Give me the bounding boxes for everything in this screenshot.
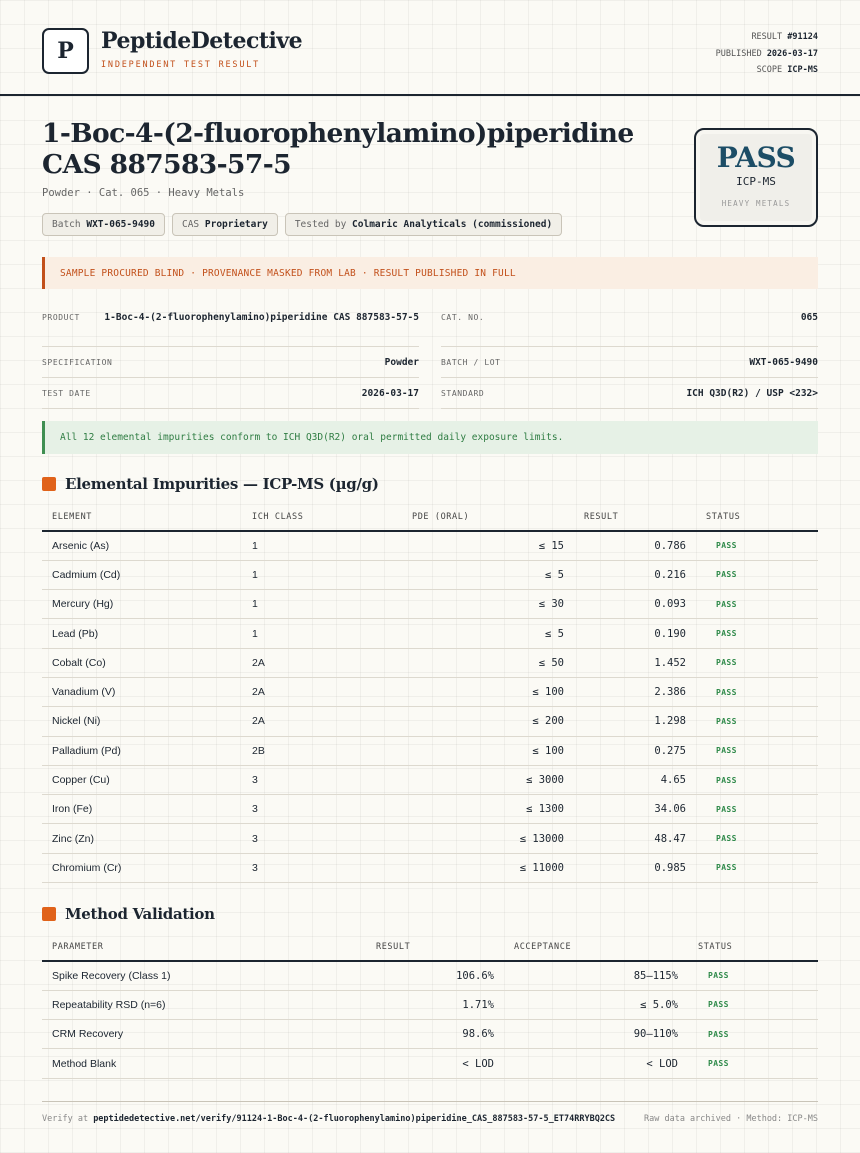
pde-cell: ≤ 11000 [402,853,574,882]
element-cell: Zinc (Zn) [42,824,242,853]
result-cell: 1.298 [574,707,696,736]
column-header: STATUS [696,503,818,531]
status-cell: PASS [696,765,818,794]
spec-standard [441,386,818,401]
table-row [42,648,818,677]
published-date: 2026-03-17 [766,48,818,59]
impurities-section-header [42,475,379,493]
validation-title: Method Validation [65,905,215,923]
scope-label: SCOPE [756,65,783,75]
ich-class-cell: 3 [242,795,402,824]
result-cell: < LOD [332,1049,504,1078]
ich-class-cell: 2A [242,707,402,736]
brand-tagline: INDEPENDENT TEST RESULT [101,60,261,70]
spec-specification [42,355,419,370]
element-cell: Copper (Cu) [42,765,242,794]
table-row [42,961,818,990]
result-cell: 1.452 [574,648,696,677]
parameter-cell: Spike Recovery (Class 1) [42,961,332,990]
result-cell: 0.786 [574,531,696,560]
divider [441,346,818,347]
status-cell: PASS [688,961,818,990]
divider [441,408,818,409]
spec-value: Powder [384,357,419,368]
spec-value: WXT-065-9490 [749,357,818,368]
status-cell: PASS [696,619,818,648]
report-meta [716,29,818,79]
result-cell: 2.386 [574,677,696,706]
info-chips [42,213,562,236]
stamp-category: HEAVY METALS [721,199,791,208]
spec-label: STANDARD [441,389,485,398]
table-row [42,990,818,1019]
table-row [42,677,818,706]
result-cell: 0.190 [574,619,696,648]
element-cell: Nickel (Ni) [42,707,242,736]
status-cell: PASS [696,795,818,824]
status-cell: PASS [696,531,818,560]
divider [441,377,818,378]
batch-chip [42,213,165,236]
impurities-title: Elemental Impurities — ICP-MS (µg/g) [65,475,379,493]
ich-class-cell: 2A [242,648,402,677]
pde-cell: ≤ 5 [402,560,574,589]
table-row [42,619,818,648]
element-cell: Iron (Fe) [42,795,242,824]
element-cell: Arsenic (As) [42,531,242,560]
ich-class-cell: 1 [242,619,402,648]
status-cell: PASS [696,736,818,765]
pde-cell: ≤ 100 [402,736,574,765]
table-row [42,765,818,794]
status-cell: PASS [696,824,818,853]
validation-body [42,961,818,1078]
pde-cell: ≤ 15 [402,531,574,560]
report-footer [42,1101,818,1124]
result-cell: 48.47 [574,824,696,853]
ich-class-cell: 3 [242,853,402,882]
pde-cell: ≤ 50 [402,648,574,677]
element-cell: Vanadium (V) [42,677,242,706]
pde-cell: ≤ 5 [402,619,574,648]
spec-label: PRODUCT [42,313,80,322]
product-title: 1-Boc-4-(2-fluorophenylamino)piperidine CAS 887583-57-5 [42,118,634,180]
ich-class-cell: 1 [242,560,402,589]
divider [42,346,419,347]
status-cell: PASS [696,648,818,677]
tested-by-chip [285,213,562,236]
ich-class-cell: 2B [242,736,402,765]
footer-note: Raw data archived · Method: ICP-MS [644,1114,818,1124]
spec-label: SPECIFICATION [42,358,113,367]
ich-class-cell: 1 [242,531,402,560]
parameter-cell: CRM Recovery [42,1020,332,1049]
spec-value: 2026-03-17 [361,388,419,399]
table-row [42,531,818,560]
product-subtitle: Powder · Cat. 065 · Heavy Metals [42,187,245,199]
ich-class-cell: 3 [242,765,402,794]
validation-table [42,933,818,1079]
chip-label: CAS [181,219,200,230]
ich-class-cell: 2A [242,677,402,706]
parameter-cell: Repeatability RSD (n=6) [42,990,332,1019]
pde-cell: ≤ 100 [402,677,574,706]
table-row [42,853,818,882]
verify-label: Verify at [42,1114,89,1124]
pass-stamp [694,128,818,227]
spec-label: TEST DATE [42,389,91,398]
pde-cell: ≤ 30 [402,590,574,619]
result-cell: 98.6% [332,1020,504,1049]
result-cell: 0.093 [574,590,696,619]
spec-value: 065 [800,312,818,323]
result-label: RESULT [751,32,783,42]
status-cell: PASS [688,1020,818,1049]
report-header [0,0,860,96]
spec-value: ICH Q3D(R2) / USP <232> [686,388,818,399]
impurities-body [42,531,818,883]
result-cell: 1.71% [332,990,504,1019]
chip-value: Proprietary [204,219,268,230]
chip-value: Colmaric Analyticals (commissioned) [352,219,553,230]
element-cell: Lead (Pb) [42,619,242,648]
acceptance-cell: < LOD [504,1049,688,1078]
status-cell: PASS [696,707,818,736]
conformity-note: All 12 elemental impurities conform to ICH Q3D(R2) oral permitted daily exposure limits. [42,421,818,454]
pde-cell: ≤ 1300 [402,795,574,824]
status-cell: PASS [696,560,818,589]
element-cell: Cadmium (Cd) [42,560,242,589]
spec-cat-no [441,310,818,325]
spec-test-date [42,386,419,401]
column-header: ICH CLASS [242,503,402,531]
verify-line [42,1114,615,1124]
status-cell: PASS [688,1049,818,1078]
scope-value: ICP-MS [787,65,818,75]
element-cell: Palladium (Pd) [42,736,242,765]
table-row [42,795,818,824]
column-header: PARAMETER [42,933,332,961]
section-marker [42,907,56,921]
pde-cell: ≤ 13000 [402,824,574,853]
status-cell: PASS [696,853,818,882]
table-row [42,707,818,736]
element-cell: Cobalt (Co) [42,648,242,677]
table-row [42,590,818,619]
spec-label: BATCH / LOT [441,358,501,367]
element-cell: Mercury (Hg) [42,590,242,619]
result-cell: 34.06 [574,795,696,824]
status-cell: PASS [688,990,818,1019]
column-header: ACCEPTANCE [504,933,688,961]
spec-product [42,310,419,325]
column-header: ELEMENT [42,503,242,531]
section-marker [42,477,56,491]
spec-batch-lot [441,355,818,370]
table-row [42,1020,818,1049]
acceptance-cell: ≤ 5.0% [504,990,688,1019]
cas-chip [172,213,278,236]
column-header: STATUS [688,933,818,961]
spec-label: CAT. NO. [441,313,485,322]
column-header: PDE (ORAL) [402,503,574,531]
ich-class-cell: 1 [242,590,402,619]
result-id: #91124 [787,32,818,42]
brand-logo: P [42,28,89,74]
table-header-row [42,503,818,531]
element-cell: Chromium (Cr) [42,853,242,882]
ich-class-cell: 3 [242,824,402,853]
table-row [42,1049,818,1078]
impurities-table [42,503,818,883]
procurement-alert: SAMPLE PROCURED BLIND · PROVENANCE MASKED FROM LAB · RESULT PUBLISHED IN FULL [42,257,818,289]
result-cell: 106.6% [332,961,504,990]
table-row [42,824,818,853]
status-cell: PASS [696,590,818,619]
table-row [42,736,818,765]
brand-name: PeptideDetective [101,28,303,54]
result-cell: 4.65 [574,765,696,794]
pde-cell: ≤ 3000 [402,765,574,794]
column-header: RESULT [332,933,504,961]
chip-label: Tested by [294,219,347,230]
divider [42,408,419,409]
acceptance-cell: 85–115% [504,961,688,990]
column-header: RESULT [574,503,696,531]
spec-value: 1-Boc-4-(2-fluorophenylamino)piperidine CAS 887583-57-5 [104,312,419,323]
pde-cell: ≤ 200 [402,707,574,736]
table-row [42,560,818,589]
chip-label: Batch [52,219,81,230]
verify-link[interactable]: peptidedetective.net/verify/91124-1-Boc-4-(2-fluorophenylamino)piperidine_CAS_887583-57-5_ET74RRYBQ2CS [93,1114,616,1124]
validation-section-header [42,905,215,923]
table-header-row [42,933,818,961]
published-label: PUBLISHED [715,48,762,59]
result-cell: 0.985 [574,853,696,882]
acceptance-cell: 90–110% [504,1020,688,1049]
stamp-method: ICP-MS [736,175,776,188]
divider [42,377,419,378]
status-cell: PASS [696,677,818,706]
stamp-verdict: PASS [716,141,796,174]
parameter-cell: Method Blank [42,1049,332,1078]
result-cell: 0.275 [574,736,696,765]
result-cell: 0.216 [574,560,696,589]
chip-value: WXT-065-9490 [86,219,155,230]
